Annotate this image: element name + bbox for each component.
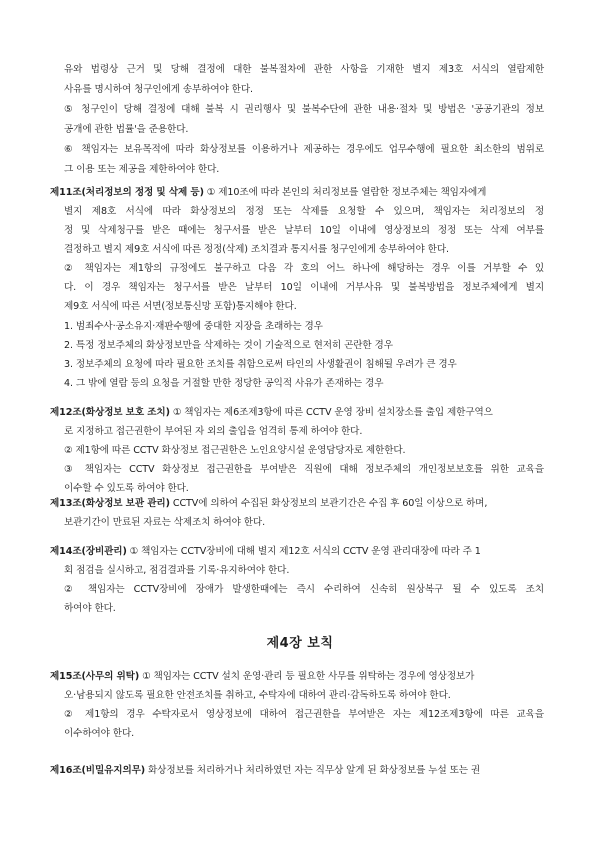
text-line: 이수하여야 한다. — [64, 728, 135, 739]
list-item: 3. 정보주체의 요청에 따라 필요한 조치를 취함으로써 타인의 사생활권이 침해될 우려가 큰 경우 — [64, 359, 457, 370]
list-item: 4. 그 밖에 열람 등의 요청을 거절할 만한 정당한 공익적 사유가 존재하는 경우 — [64, 378, 384, 389]
article-14-title: 제14조(장비관리) — [50, 546, 127, 557]
text-line: 결정하고 별지 제9호 서식에 따른 정정(삭제) 조치결과 통지서를 청구인에게 송부하여야 한다. — [64, 244, 449, 255]
text-line: 유와 법령상 근거 및 당해 결정에 대한 불복절차에 관한 사항을 기재한 별지 제3호 서식의 열람제한 — [64, 64, 544, 75]
text-line: 오·남용되지 않도록 필요한 안전조치를 취하고, 수탁자에 대하여 관리·감독하도록 하여야 한다. — [64, 690, 451, 701]
text-line: 그 이용 또는 제공을 제한하여야 한다. — [64, 164, 220, 175]
text-line: 제9호 서식에 따른 서면(정보통신망 포함)통지해야 한다. — [64, 301, 297, 312]
article-13-text: CCTV에 의하여 수집된 화상정보의 보관기간은 수집 후 60일 이상으로 하며, — [169, 498, 488, 509]
article-13-first-line — [50, 497, 487, 510]
article-11-text: ① 제10조에 따라 본인의 처리정보를 열람한 정보주체는 책임자에게 — [203, 187, 487, 198]
text-line: ② 책임자는 제1항의 규정에도 불구하고 다음 각 호의 어느 하나에 해당하는 경우 이를 거부할 수 있 — [64, 263, 544, 274]
article-15-first-line — [50, 670, 474, 683]
text-line: ② 책임자는 CCTV장비에 장애가 발생한때에는 즉시 수리하여 신속히 원상복구 될 수 있도록 조치 — [64, 584, 544, 595]
list-item: 1. 범죄수사·공소유지·재판수행에 중대한 지장을 초래하는 경우 — [64, 321, 323, 332]
article-12-text: ① 책임자는 제6조제3항에 따른 CCTV 운영 장비 설치장소를 출입 제한구역으 — [169, 407, 493, 418]
text-line: 사유를 명시하여 청구인에게 송부하여야 한다. — [64, 84, 253, 95]
article-13-title: 제13조(화상정보 보관 관리) — [50, 498, 170, 509]
text-line: 로 지정하고 접근권한이 부여된 자 외의 출입을 엄격히 통제 하여야 한다. — [64, 426, 363, 437]
article-16-first-line — [50, 764, 480, 777]
list-item: 2. 특정 정보주체의 화상정보만을 삭제하는 것이 기술적으로 현저히 곤란한 경우 — [64, 340, 393, 351]
article-11-first-line — [50, 186, 486, 199]
article-11-title: 제11조(처리정보의 정정 및 삭제 등) — [50, 187, 204, 198]
text-line: ⑤ 청구인이 당해 결정에 대해 불복 시 권리행사 및 불복수단에 관한 내용·절차 및 방법은 '공공기관의 정보 — [64, 104, 544, 115]
text-line: ⑥ 책임자는 보유목적에 따라 화상정보를 이용하거나 제공하는 경우에도 업무수행에 필요한 최소한의 범위로 — [64, 144, 544, 155]
text-line: ② 제1항에 따른 CCTV 화상정보 접근권한은 노인요양시설 운영담당자로 제한한다. — [64, 445, 406, 456]
text-line: 별지 제8호 서식에 따라 화상정보의 정정 또는 삭제를 요청할 수 있으며, 책임자는 처리정보의 정 — [64, 206, 544, 217]
article-14-text: ① 책임자는 CCTV장비에 대해 별지 제12호 서식의 CCTV 운영 관리대장에 따라 주 1 — [126, 546, 481, 557]
text-line: 정 및 삭제청구를 받은 때에는 청구서를 받은 날부터 10일 이내에 영상정보의 정정 또는 삭제 여부를 — [64, 225, 544, 236]
text-line: 다. 이 경우 책임자는 청구서를 받은 날부터 10일 이내에 거부사유 및 불복방법을 정보주체에게 별지 — [64, 282, 544, 293]
text-line: 보관기간이 만료된 자료는 삭제조치 하여야 한다. — [64, 517, 266, 528]
article-16-text: 화상정보를 처리하거나 처리하였던 자는 직무상 알게 된 화상정보를 누설 또는 권 — [145, 765, 481, 776]
text-line: ③ 책임자는 CCTV 화상정보 접근권한을 부여받은 직원에 대해 정보주체의 개인정보보호를 위한 교육을 — [64, 464, 544, 475]
article-12-title: 제12조(화상정보 보호 조치) — [50, 407, 170, 418]
article-14-first-line — [50, 545, 481, 558]
article-15-text: ① 책임자는 CCTV 설치 운영·관리 등 필요한 사무를 위탁하는 경우에 영상정보가 — [139, 671, 475, 682]
text-line: 이수할 수 있도록 하여야 한다. — [64, 483, 189, 494]
text-line: ② 제1항의 경우 수탁자로서 영상정보에 대하여 접근권한을 부여받은 자는 제12조제3항에 따른 교육을 — [64, 709, 544, 720]
article-16-title: 제16조(비밀유지의무) — [50, 765, 146, 776]
article-15-title: 제15조(사무의 위탁) — [50, 671, 140, 682]
article-12-first-line — [50, 406, 493, 419]
text-line: 회 점검을 실시하고, 점검결과를 기록·유지하여야 한다. — [64, 565, 290, 576]
text-line: 하여야 한다. — [64, 603, 116, 614]
text-line: 공개에 관한 법률'을 준용한다. — [64, 124, 189, 135]
chapter-heading: 제4장 보칙 — [266, 636, 334, 651]
